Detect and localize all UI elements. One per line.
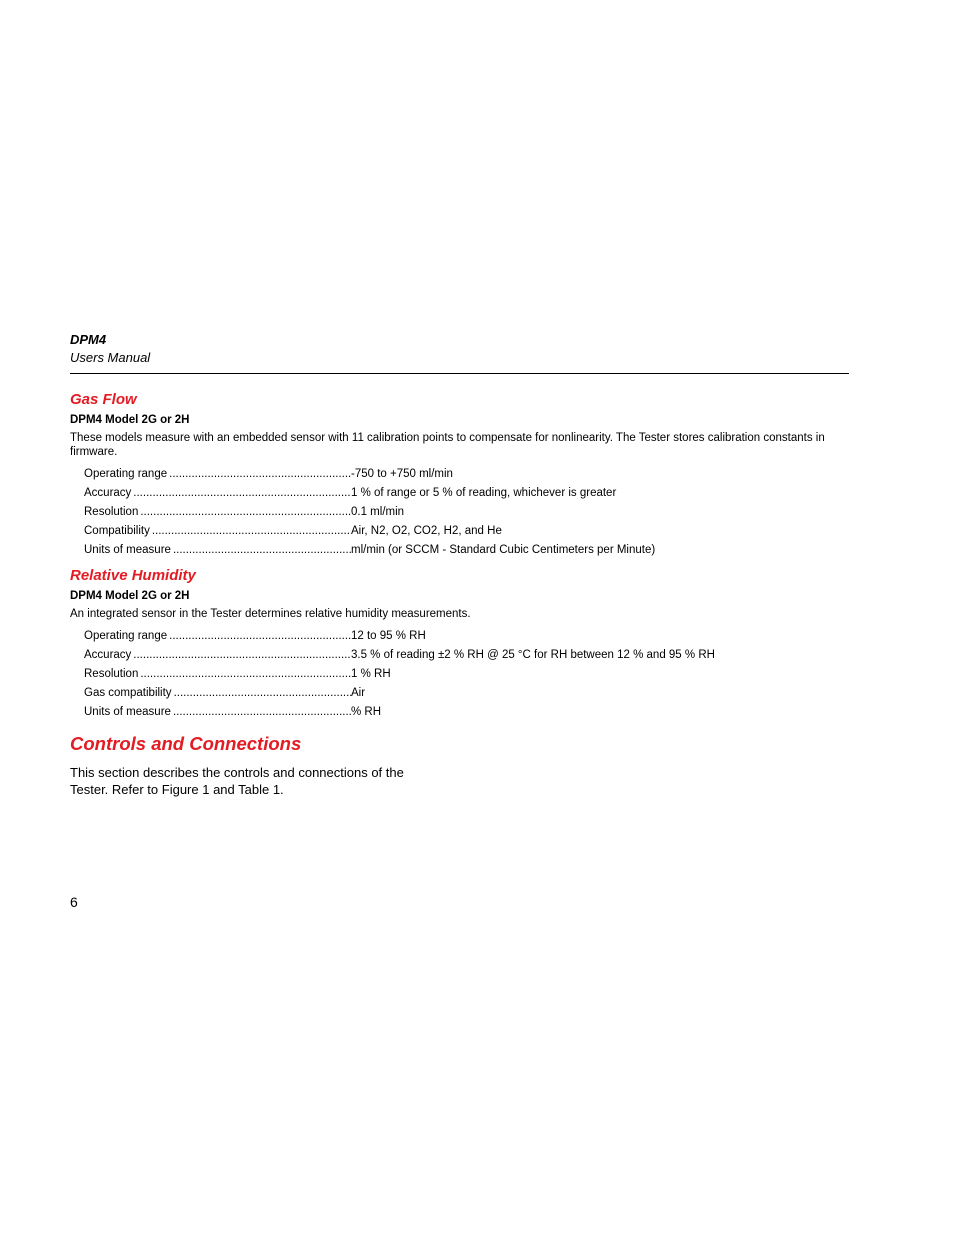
dot-leader (131, 484, 351, 503)
spec-row (84, 484, 849, 503)
page-content (70, 391, 849, 798)
spec-row (84, 703, 849, 722)
spec-value: -750 to +750 ml/min (351, 468, 453, 480)
dot-leader (138, 503, 351, 522)
gas-flow-model: DPM4 Model 2G or 2H (70, 414, 190, 426)
dot-leader (167, 627, 351, 646)
document-subtitle: Users Manual (70, 350, 151, 365)
dot-leader (150, 522, 351, 541)
spec-label: Accuracy (84, 649, 132, 661)
spec-value: ml/min (or SCCM - Standard Cubic Centimeters per Minute) (351, 544, 656, 556)
spec-row (84, 503, 849, 522)
dot-leader (167, 465, 351, 484)
spec-row (84, 665, 849, 684)
relative-humidity-model: DPM4 Model 2G or 2H (70, 590, 190, 602)
spec-value: Air (351, 687, 366, 699)
spec-value: 0.1 ml/min (351, 506, 405, 518)
relative-humidity-heading: Relative Humidity (70, 567, 196, 584)
spec-value: 3.5 % of reading ±2 % RH @ 25 °C for RH between 12 % and 95 % RH (351, 649, 715, 661)
spec-row (84, 541, 849, 560)
spec-label: Gas compatibility (84, 687, 172, 699)
spec-value: Air, N2, O2, CO2, H2, and He (351, 525, 502, 537)
page-header (70, 332, 849, 374)
gas-flow-heading: Gas Flow (70, 391, 137, 408)
spec-label: Operating range (84, 630, 168, 642)
dot-leader (131, 646, 351, 665)
controls-heading: Controls and Connections (70, 733, 302, 754)
spec-label: Units of measure (84, 544, 171, 556)
controls-description: This section describes the controls and connections of the Tester. Refer to Figure 1 and Table 1. (70, 765, 404, 797)
page-number: 6 (70, 894, 78, 910)
dot-leader (138, 665, 351, 684)
spec-row (84, 627, 849, 646)
dot-leader (171, 541, 351, 560)
relative-humidity-description: An integrated sensor in the Tester determines relative humidity measurements. (70, 608, 471, 620)
spec-value: 1 % RH (351, 668, 391, 680)
document-title: DPM4 (70, 332, 107, 347)
spec-row (84, 522, 849, 541)
spec-row (84, 646, 849, 665)
spec-label: Units of measure (84, 706, 171, 718)
spec-row (84, 684, 849, 703)
spec-label: Accuracy (84, 487, 132, 499)
spec-value: % RH (351, 706, 382, 718)
spec-label: Resolution (84, 668, 139, 680)
relative-humidity-spec-list (84, 627, 849, 722)
spec-row (84, 465, 849, 484)
spec-label: Resolution (84, 506, 139, 518)
dot-leader (172, 684, 351, 703)
spec-label: Operating range (84, 468, 168, 480)
spec-value: 12 to 95 % RH (351, 630, 426, 642)
gas-flow-description: These models measure with an embedded sensor with 11 calibration points to compensate for nonlinearity. The Tester stores calibration constants in firmware. (70, 432, 825, 458)
dot-leader (171, 703, 351, 722)
spec-label: Compatibility (84, 525, 150, 537)
gas-flow-spec-list (84, 465, 849, 560)
spec-value: 1 % of range or 5 % of reading, whichever is greater (351, 487, 617, 499)
